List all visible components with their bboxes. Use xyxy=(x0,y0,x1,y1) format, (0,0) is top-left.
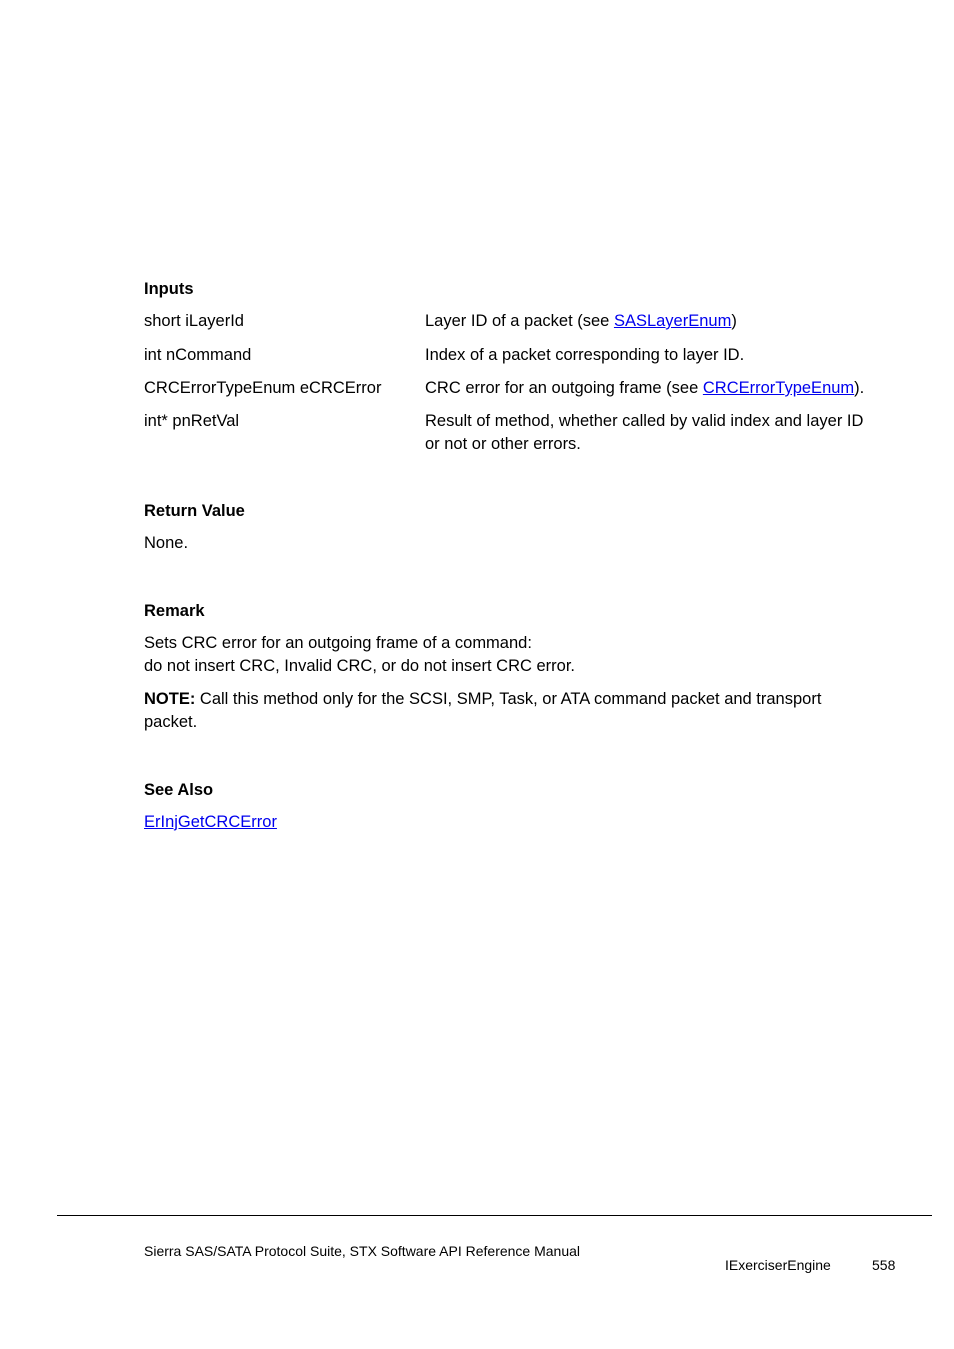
crcerrortypeenum-link[interactable]: CRCErrorTypeEnum xyxy=(702,379,855,397)
note-text: Call this method only for the SCSI, SMP, Task, or ATA command packet and transport xyxy=(195,690,822,708)
note-paragraph xyxy=(144,688,884,734)
footer-manual-title: Sierra SAS/SATA Protocol Suite, STX Software API Reference Manual xyxy=(144,1243,581,1259)
param-name: short iLayerId xyxy=(144,312,244,330)
remark-heading: Remark xyxy=(144,602,205,620)
remark-text xyxy=(144,632,884,678)
saslayerenum-link[interactable]: SASLayerEnum xyxy=(613,312,732,330)
param-description xyxy=(425,310,900,333)
inputs-heading: Inputs xyxy=(144,280,194,298)
param-desc-text: CRC error for an outgoing frame (see xyxy=(425,379,703,397)
footer-divider xyxy=(57,1215,932,1216)
param-name: int nCommand xyxy=(144,346,252,364)
footer-section-name: IExerciserEngine xyxy=(725,1257,831,1273)
param-description xyxy=(425,410,900,456)
param-name: CRCErrorTypeEnum eCRCError xyxy=(144,379,382,397)
param-name: int* pnRetVal xyxy=(144,412,240,430)
remark-line: do not insert CRC, Invalid CRC, or do not insert CRC error. xyxy=(144,657,575,675)
note-label: NOTE: xyxy=(144,690,196,708)
param-description: Index of a packet corresponding to layer ID. xyxy=(425,346,745,364)
param-desc-text: ) xyxy=(731,312,737,330)
param-desc-text: Layer ID of a packet (see xyxy=(425,312,614,330)
param-desc-text: ). xyxy=(854,379,865,397)
see-also-list xyxy=(144,811,884,834)
erinjgetcrcerror-link[interactable]: ErInjGetCRCError xyxy=(144,813,277,831)
note-text: packet. xyxy=(144,713,198,731)
return-value-heading: Return Value xyxy=(144,502,245,520)
param-desc-line: or not or other errors. xyxy=(425,435,581,453)
remark-line: Sets CRC error for an outgoing frame of a command: xyxy=(144,634,532,652)
param-desc-line: Result of method, whether called by valid index and layer ID xyxy=(425,412,864,430)
return-value-text: None. xyxy=(144,534,189,552)
param-description xyxy=(425,377,900,400)
see-also-heading: See Also xyxy=(144,781,214,799)
footer-page-number: 558 xyxy=(872,1257,896,1273)
